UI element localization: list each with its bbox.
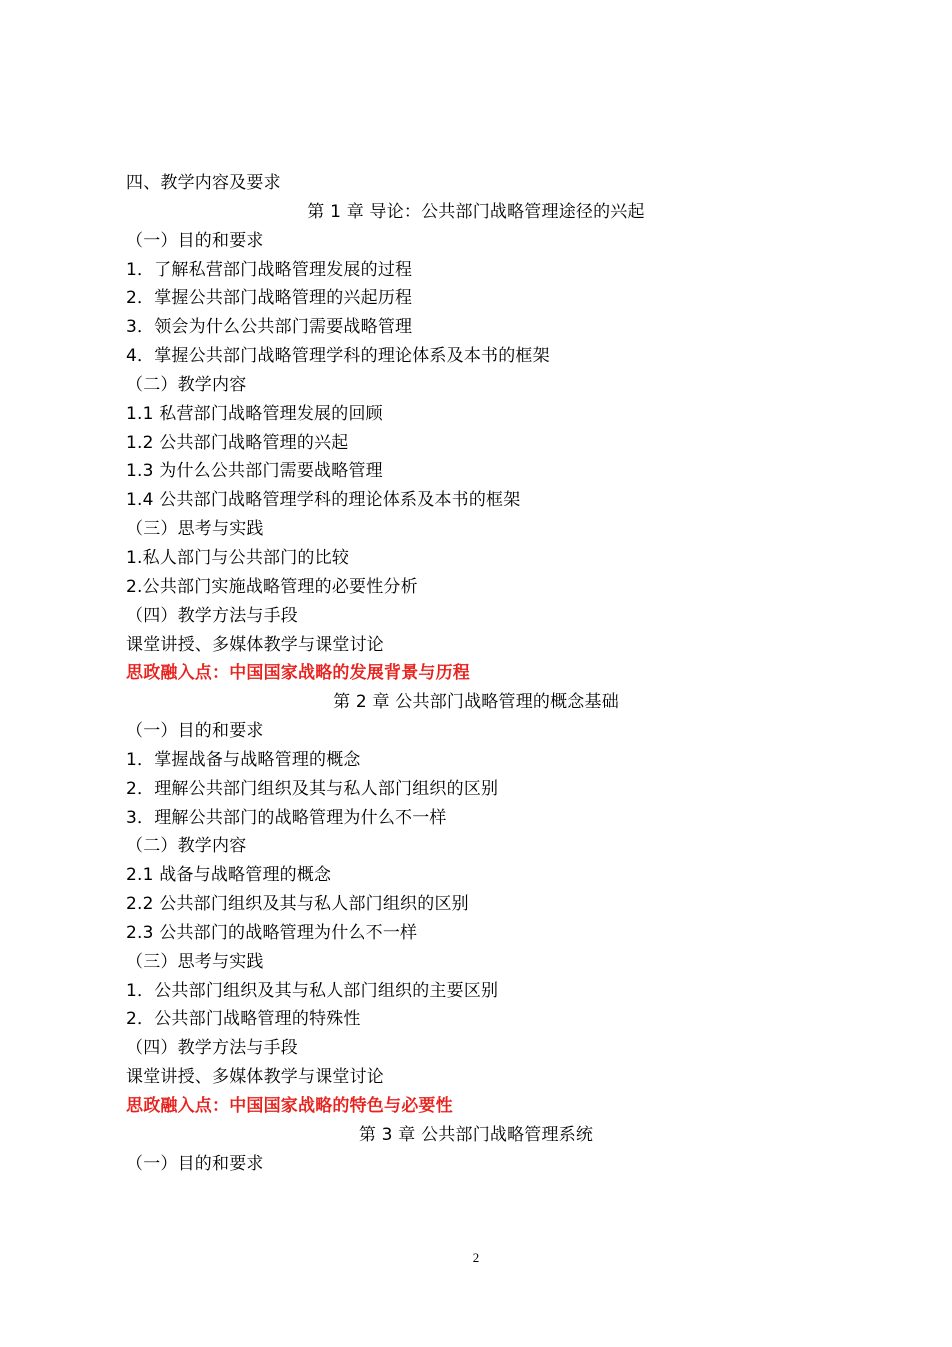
section-title: 四、教学内容及要求 (126, 173, 281, 193)
content-item: 2.3 公共部门的战略管理为什么不一样 (126, 922, 418, 943)
practice-item: 1．公共部门组织及其与私人部门组织的主要区别 (126, 980, 499, 1001)
content-heading: （二）教学内容 (126, 374, 247, 395)
practice-item: 1.私人部门与公共部门的比较 (126, 547, 350, 568)
methods-heading: （四）教学方法与手段 (126, 605, 298, 626)
objective-item: 2．掌握公共部门战略管理的兴起历程 (126, 288, 413, 309)
content-item: 2.2 公共部门组织及其与私人部门组织的区别 (126, 894, 469, 915)
methods-text: 课堂讲授、多媒体教学与课堂讨论 (126, 1067, 384, 1088)
objectives-heading: （一）目的和要求 (126, 230, 264, 251)
practice-heading: （三）思考与实践 (126, 951, 264, 972)
objective-item: 3．理解公共部门的战略管理为什么不一样 (126, 807, 447, 828)
practice-item: 2.公共部门实施战略管理的必要性分析 (126, 576, 418, 597)
ideology-point: 思政融入点：中国国家战略的特色与必要性 (126, 1096, 453, 1116)
content-item: 1.4 公共部门战略管理学科的理论体系及本书的框架 (126, 490, 521, 511)
objectives-heading: （一）目的和要求 (126, 1153, 264, 1174)
objective-item: 4．掌握公共部门战略管理学科的理论体系及本书的框架 (126, 346, 550, 367)
practice-item: 2．公共部门战略管理的特殊性 (126, 1009, 361, 1030)
objectives-heading: （一）目的和要求 (126, 721, 264, 742)
page-content (126, 169, 826, 1179)
objective-item: 2．理解公共部门组织及其与私人部门组织的区别 (126, 778, 499, 799)
methods-heading: （四）教学方法与手段 (126, 1038, 298, 1059)
chapter-title: 第 3 章 公共部门战略管理系统 (358, 1124, 594, 1145)
content-item: 1.2 公共部门战略管理的兴起 (126, 432, 349, 453)
methods-text: 课堂讲授、多媒体教学与课堂讨论 (126, 634, 384, 655)
content-item: 1.1 私营部门战略管理发展的回顾 (126, 403, 383, 424)
practice-heading: （三）思考与实践 (126, 519, 264, 540)
content-heading: （二）教学内容 (126, 836, 247, 857)
objective-item: 1．掌握战备与战略管理的概念 (126, 749, 361, 770)
content-item: 1.3 为什么公共部门需要战略管理 (126, 461, 383, 482)
objective-item: 3．领会为什么公共部门需要战略管理 (126, 317, 413, 338)
content-item: 2.1 战备与战略管理的概念 (126, 865, 332, 886)
objective-item: 1．了解私营部门战略管理发展的过程 (126, 259, 413, 280)
ideology-point: 思政融入点：中国国家战略的发展背景与历程 (126, 663, 470, 684)
chapter-title: 第 2 章 公共部门战略管理的概念基础 (333, 692, 619, 713)
page-number: 2 (472, 1250, 480, 1265)
chapter-title: 第 1 章 导论：公共部门战略管理途径的兴起 (307, 201, 645, 222)
